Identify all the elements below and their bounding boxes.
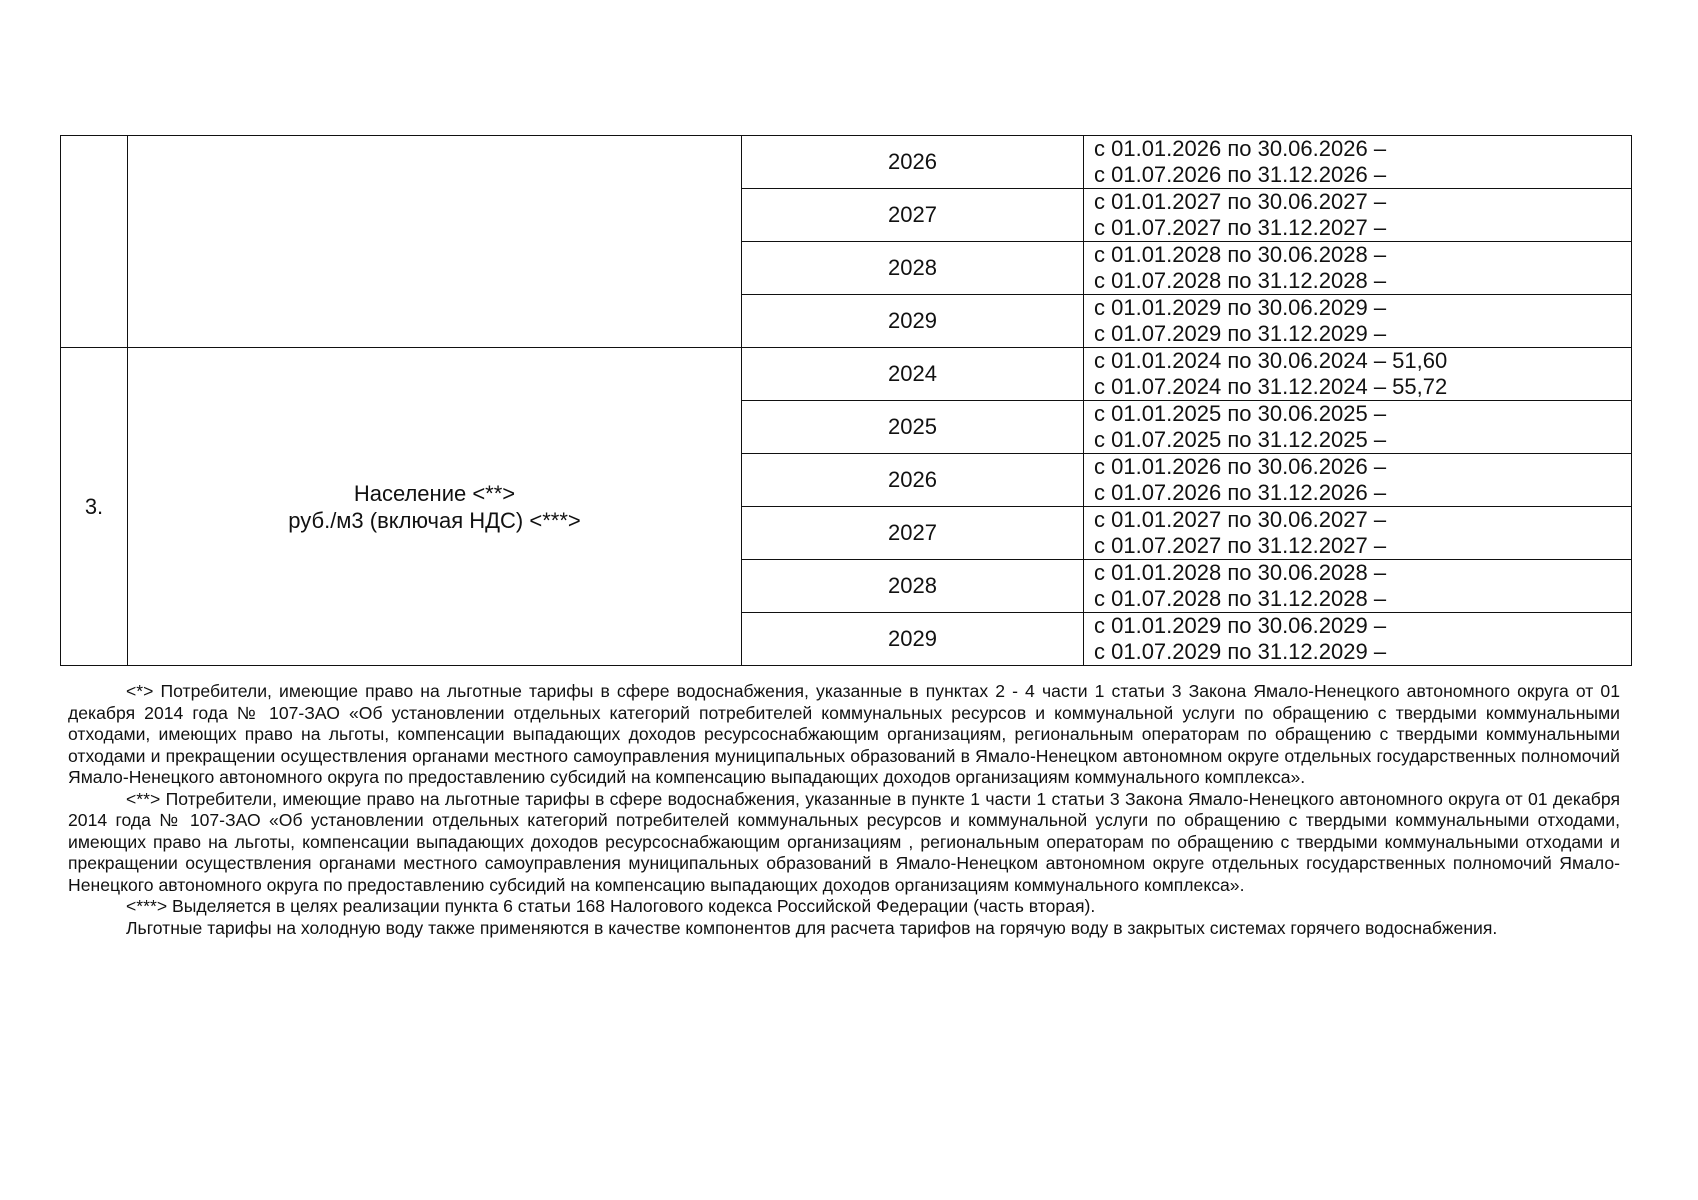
year-cell: 2029 [742, 295, 1084, 348]
period-cell [1084, 295, 1632, 348]
footnotes [68, 681, 1620, 939]
consumer-cell [128, 348, 742, 666]
period-second-half: с 01.07.2029 по 31.12.2029 – [1094, 639, 1387, 664]
consumer-cell [128, 136, 742, 348]
period-second-half: с 01.07.2025 по 31.12.2025 – [1094, 427, 1387, 452]
footnote-3: <***> Выделяется в целях реализации пункта 6 статьи 168 Налогового кодекса Российской Федерации (часть вторая). [126, 896, 1096, 916]
period-cell [1084, 613, 1632, 666]
footnote-2: <**> Потребители, имеющие право на льготные тарифы в сфере водоснабжения, указанные в пункте 1 части 1 статьи 3 Закона Ямало-Ненецкого автономного округа от 01 декабря 2014 года № 107-ЗАО «Об установлении отдельных категорий потребителей коммунальных ресурсов и коммунальной услуги по обращению с твердыми коммунальными отходами, имеющих право на льготы, компенсации выпадающих доходов ресурсоснабжающим организациям , региональным операторам по обращению с твердыми коммунальными отходами и прекращении осуществления органами местного самоуправления муниципальных образований в Ямало-Ненецком автономном округе отдельных государственных полномочий Ямало-Ненецкого автономного округа по предоставлению субсидий на компенсацию выпадающих доходов организациям коммунального комплекса». [68, 788, 1620, 895]
period-first-half: с 01.01.2029 по 30.06.2029 – [1094, 613, 1387, 638]
period-first-half: с 01.01.2026 по 30.06.2026 – [1094, 454, 1387, 479]
row-number-cell: 3. [61, 348, 128, 666]
footnote-1: <*> Потребители, имеющие право на льготные тарифы в сфере водоснабжения, указанные в пунктах 2 - 4 части 1 статьи 3 Закона Ямало-Ненецкого автономного округа от 01 декабря 2014 года № 107-ЗАО «Об установлении отдельных категорий потребителей коммунальных ресурсов и коммунальной услуги по обращению с твердыми коммунальными отходами, имеющих право на льготы, компенсации выпадающих доходов ресурсоснабжающим организациям, региональным операторам по обращению с твердыми коммунальными отходами и прекращении осуществления органами местного самоуправления муниципальных образований в Ямало-Ненецком автономном округе отдельных государственных полномочий Ямало-Ненецкого автономного округа по предоставлению субсидий на компенсацию выпадающих доходов организациям коммунального комплекса». [68, 681, 1620, 787]
tariff-table-body [61, 136, 1632, 666]
period-second-half: с 01.07.2024 по 31.12.2024 – 55,72 [1094, 374, 1448, 399]
year-cell: 2028 [742, 242, 1084, 295]
table-row [61, 136, 1632, 189]
year-cell: 2027 [742, 507, 1084, 560]
period-second-half: с 01.07.2026 по 31.12.2026 – [1094, 480, 1387, 505]
period-first-half: с 01.01.2027 по 30.06.2027 – [1094, 189, 1387, 214]
year-cell: 2024 [742, 348, 1084, 401]
period-first-half: с 01.01.2027 по 30.06.2027 – [1094, 507, 1387, 532]
period-first-half: с 01.01.2028 по 30.06.2028 – [1094, 242, 1387, 267]
consumer-name: Население <**> [353, 480, 516, 506]
consumer-unit: руб./м3 (включая НДС) <***> [288, 507, 581, 533]
period-cell [1084, 348, 1632, 401]
period-cell [1084, 507, 1632, 560]
period-cell [1084, 454, 1632, 507]
period-cell [1084, 136, 1632, 189]
period-first-half: с 01.01.2025 по 30.06.2025 – [1094, 401, 1387, 426]
period-cell [1084, 401, 1632, 454]
year-cell: 2026 [742, 136, 1084, 189]
year-cell: 2027 [742, 189, 1084, 242]
year-cell: 2028 [742, 560, 1084, 613]
period-second-half: с 01.07.2028 по 31.12.2028 – [1094, 586, 1387, 611]
table-row [61, 348, 1632, 401]
period-first-half: с 01.01.2029 по 30.06.2029 – [1094, 295, 1387, 320]
period-second-half: с 01.07.2028 по 31.12.2028 – [1094, 268, 1387, 293]
period-second-half: с 01.07.2027 по 31.12.2027 – [1094, 533, 1387, 558]
period-cell [1084, 560, 1632, 613]
period-first-half: с 01.01.2024 по 30.06.2024 – 51,60 [1094, 348, 1448, 373]
year-cell: 2029 [742, 613, 1084, 666]
period-cell [1084, 242, 1632, 295]
footnote-4: Льготные тарифы на холодную воду также применяются в качестве компонентов для расчета тарифов на горячую воду в закрытых системах горячего водоснабжения. [126, 917, 1498, 938]
year-cell: 2026 [742, 454, 1084, 507]
period-cell [1084, 189, 1632, 242]
period-second-half: с 01.07.2027 по 31.12.2027 – [1094, 215, 1387, 240]
tariff-table [60, 135, 1632, 666]
period-second-half: с 01.07.2026 по 31.12.2026 – [1094, 162, 1387, 187]
row-number-cell [61, 136, 128, 348]
period-first-half: с 01.01.2028 по 30.06.2028 – [1094, 560, 1387, 585]
period-first-half: с 01.01.2026 по 30.06.2026 – [1094, 136, 1387, 161]
year-cell: 2025 [742, 401, 1084, 454]
period-second-half: с 01.07.2029 по 31.12.2029 – [1094, 321, 1387, 346]
